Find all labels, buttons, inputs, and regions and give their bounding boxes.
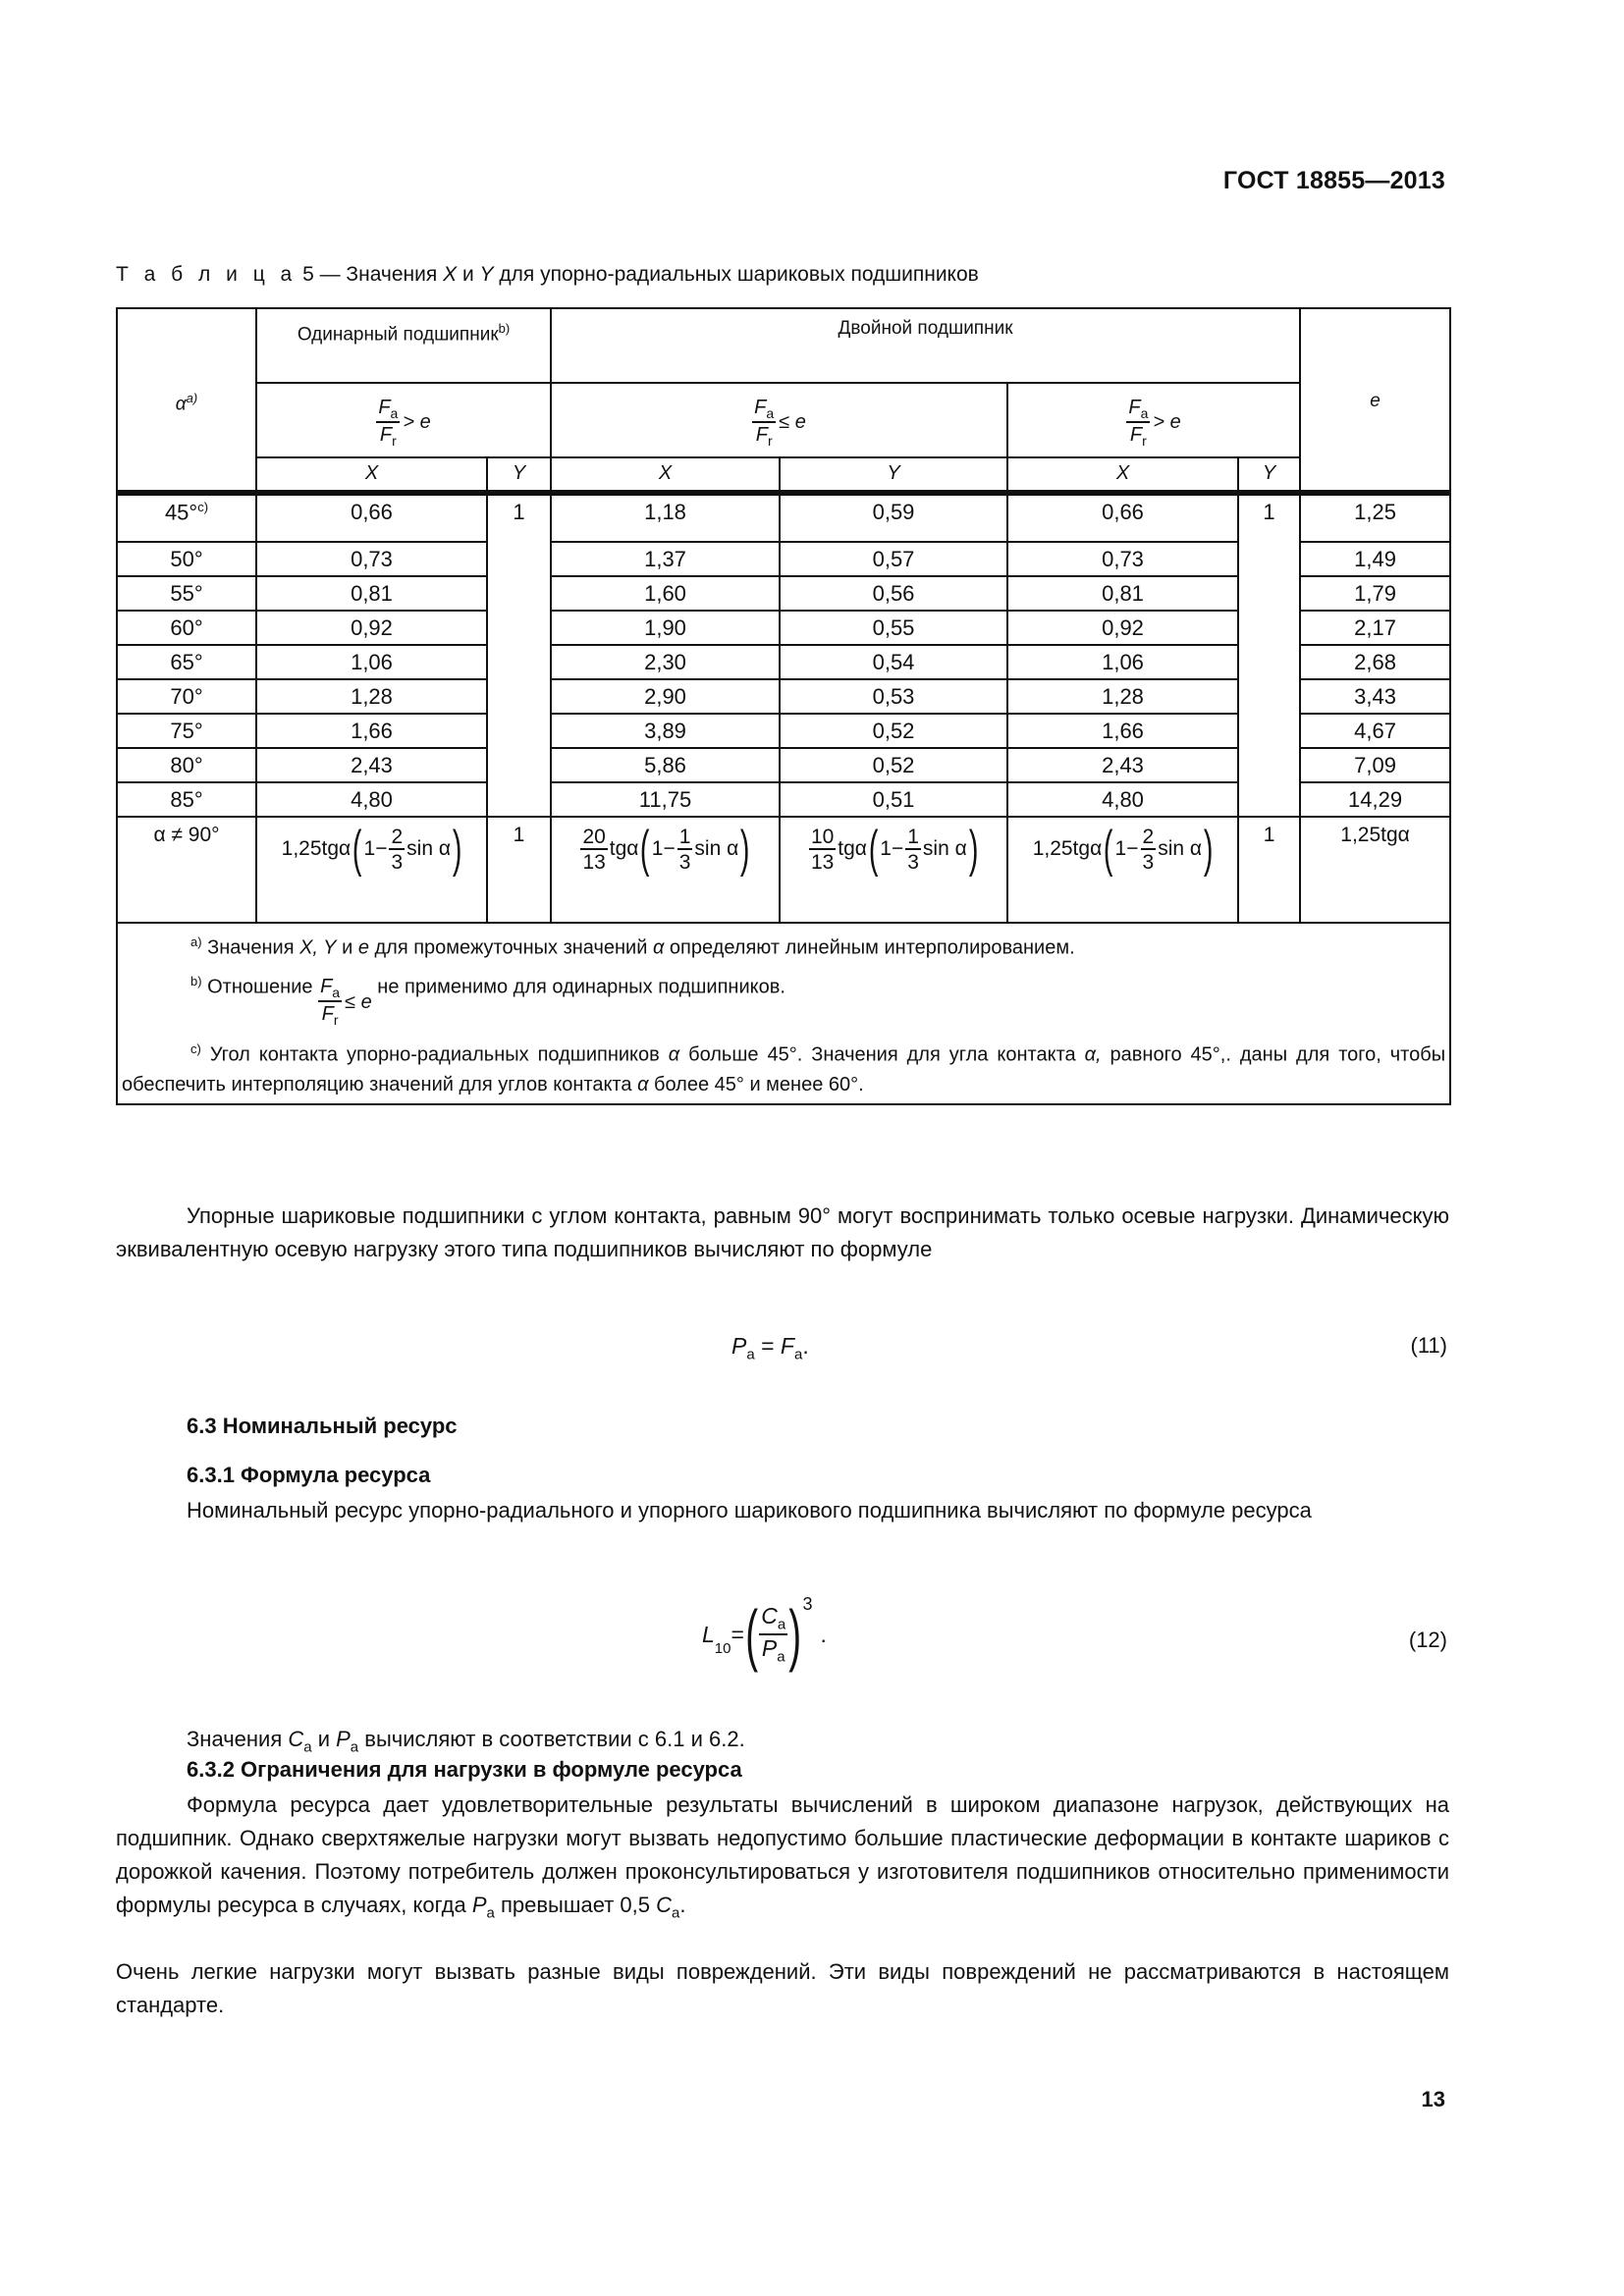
header-cond-single-gt [256, 383, 551, 457]
den: 3 [907, 850, 919, 874]
paren-close: ) [1203, 821, 1214, 878]
cell-e: 3,43 [1300, 679, 1450, 714]
cell-y2: 0,53 [780, 679, 1007, 714]
fa: F [754, 396, 767, 418]
sin: sin α [406, 837, 451, 860]
equation-number-11: (11) [1410, 1333, 1447, 1358]
equation-11 [731, 1333, 809, 1363]
eq-sub: 10 [714, 1640, 731, 1657]
one-minus: 1− [651, 837, 676, 860]
eq-sub: a [793, 1346, 803, 1363]
cell-alpha: 65° [117, 645, 256, 679]
cell-x3: 0,73 [1007, 542, 1238, 576]
cell-alpha: 85° [117, 782, 256, 817]
paren-open: ( [868, 821, 879, 878]
sub: a [390, 404, 399, 421]
cell-alpha-formula: α ≠ 90° [117, 817, 256, 923]
cell-x1: 1,06 [256, 645, 487, 679]
equation-number-12: (12) [1408, 1628, 1447, 1652]
eq-power: 3 [802, 1594, 813, 1614]
table-notes-row [117, 923, 1450, 1104]
footnote-b [122, 967, 1445, 1028]
paragraph-rating-life: Номинальный ресурс упорно-радиального и упорного шарикового подшипника вычисляют по формуле ресурса [187, 1498, 1312, 1522]
sub: r [767, 432, 773, 449]
cell-x3: 1,28 [1007, 679, 1238, 714]
cond: > e [403, 410, 431, 433]
cell-y2: 0,51 [780, 782, 1007, 817]
note-mark: b) [190, 973, 202, 988]
cell-y2: 0,56 [780, 576, 1007, 611]
note-var: e [357, 936, 369, 959]
tg: tgα [838, 837, 867, 860]
text: Формула ресурса дает удовлетворительные результаты вычислений в широком диапазоне нагрузок, действующих на подшипник. Однако сверхтяжелые нагрузки могут вызвать недопустимо большие пластические деформации в контакте шариков с дорожкой качения. Поэтому потребитель должен проконсультироваться у изготовителя подшипников относительно применимости формулы ресурса в случаях, когда [116, 1792, 1449, 1917]
eq-end: . [820, 1621, 827, 1647]
sub: a [303, 1738, 312, 1756]
cell-alpha: 75° [117, 714, 256, 748]
sub: a [486, 1904, 495, 1922]
sub: a [350, 1738, 359, 1756]
eq-var: P [761, 1634, 778, 1661]
header-y: Y [1238, 457, 1300, 493]
eq-sign: = [731, 1621, 744, 1647]
eq-var: C [761, 1602, 778, 1629]
sub: r [392, 432, 397, 449]
var: P [471, 1893, 487, 1917]
cell-y1-formula: 1 [487, 817, 551, 923]
heading-6-3: 6.3 Номинальный ресурс [187, 1414, 458, 1438]
eq-sub: a [777, 1648, 785, 1666]
header-row-1 [117, 308, 1450, 383]
cell-alpha: 80° [117, 748, 256, 782]
cell-x2: 2,90 [551, 679, 780, 714]
note-text: Угол контакта упорно-радиальных подшипников [200, 1043, 669, 1066]
footnote-c [122, 1035, 1445, 1099]
cell-e: 2,68 [1300, 645, 1450, 679]
cell-e: 7,09 [1300, 748, 1450, 782]
table-row-formula [117, 817, 1450, 923]
text: . [679, 1893, 686, 1917]
cell-x2: 2,30 [551, 645, 780, 679]
cell-e: 4,67 [1300, 714, 1450, 748]
eq-var: P [731, 1333, 747, 1359]
cell-e: 1,49 [1300, 542, 1450, 576]
den: 3 [391, 850, 404, 874]
heading-6-3-2: 6.3.2 Ограничения для нагрузки в формуле ресурса [187, 1757, 742, 1782]
caption-text: для упорно-радиальных шариковых подшипников [493, 263, 979, 286]
header-x: X [1007, 457, 1238, 493]
paren-open: ( [745, 1596, 758, 1673]
paren-open: ( [352, 821, 362, 878]
header-y: Y [487, 457, 551, 493]
caption-var-x: X [443, 263, 458, 286]
cell-x3: 1,66 [1007, 714, 1238, 748]
table-caption [116, 263, 979, 287]
paren-open: ( [1104, 821, 1113, 878]
cell-x1: 2,43 [256, 748, 487, 782]
header-single-label: Одинарный подшипник [297, 324, 499, 346]
fr: F [379, 423, 393, 446]
paren-close: ) [968, 821, 979, 878]
page-number: 13 [1421, 2087, 1445, 2111]
header-x: X [551, 457, 780, 493]
cell-x3: 2,43 [1007, 748, 1238, 782]
one-minus: 1− [1114, 837, 1139, 860]
note-mark: a) [190, 934, 202, 949]
note-var: X, Y [299, 936, 337, 959]
var: P [336, 1727, 351, 1751]
header-cond-double-le [551, 383, 1007, 457]
cell-x2: 1,90 [551, 611, 780, 645]
cell-alpha: 55° [117, 576, 256, 611]
cell-x1: 0,73 [256, 542, 487, 576]
note-text: Значения [201, 936, 300, 959]
note-var: α [652, 936, 665, 959]
cell-x1: 0,92 [256, 611, 487, 645]
tg: tgα [609, 837, 639, 860]
sin: sin α [694, 837, 739, 860]
sub: a [672, 1904, 680, 1922]
cell-y2: 0,52 [780, 714, 1007, 748]
paren-close: ) [740, 821, 750, 878]
footnote-ref-b: b) [498, 321, 511, 336]
cond: ≤ e [779, 410, 806, 433]
cell-x2: 11,75 [551, 782, 780, 817]
header-row-3 [117, 457, 1450, 493]
cell-e: 1,25 [1300, 493, 1450, 542]
cell-y2: 0,52 [780, 748, 1007, 782]
header-alpha [117, 308, 256, 493]
document-code: ГОСТ 18855—2013 [1222, 167, 1445, 194]
cell-y2: 0,57 [780, 542, 1007, 576]
equation-12 [702, 1594, 827, 1673]
text: превышает 0,5 [494, 1893, 657, 1917]
cell-x3: 0,66 [1007, 493, 1238, 542]
sub: a [766, 404, 775, 421]
paren-close: ) [452, 821, 462, 878]
num: 10 [810, 825, 835, 848]
cell-y2: 0,54 [780, 645, 1007, 679]
eq-sub: a [777, 1616, 786, 1633]
footnote-a [122, 928, 1445, 963]
var: C [656, 1893, 673, 1917]
coef: 1,25tgα [1032, 837, 1103, 860]
cell-e: 14,29 [1300, 782, 1450, 817]
cell-e-formula: 1,25tgα [1300, 817, 1450, 923]
num: 2 [391, 825, 404, 848]
cell-x3: 4,80 [1007, 782, 1238, 817]
note-var: α [668, 1043, 680, 1066]
cell-x2: 5,86 [551, 748, 780, 782]
cell-x1: 1,66 [256, 714, 487, 748]
paragraph-light-loads: Очень легкие нагрузки могут вызвать разные виды повреждений. Эти виды повреждений не рассматриваются в настоящем стандарте. [116, 1959, 1449, 2017]
coef: 1,25tgα [281, 837, 352, 860]
cell-e: 1,79 [1300, 576, 1450, 611]
table-xy-values [116, 307, 1451, 1105]
caption-number: 5 [302, 263, 314, 286]
sin: sin α [922, 837, 967, 860]
cell-x3: 1,06 [1007, 645, 1238, 679]
cond: > e [1153, 410, 1181, 433]
cell-alpha [117, 493, 256, 542]
num: 1 [678, 825, 691, 848]
sin: sin α [1158, 837, 1203, 860]
header-row-2 [117, 383, 1450, 457]
fr: F [755, 423, 768, 446]
var: C [288, 1727, 304, 1751]
text: вычисляют в соответствии с 6.1 и 6.2. [358, 1727, 745, 1751]
cell-x1-formula [256, 817, 487, 923]
paragraph-load-limits [116, 1789, 1449, 1930]
cell-x1: 4,80 [256, 782, 487, 817]
paragraph-thrust-bearings: Упорные шариковые подшипники с углом контакта, равным 90° могут воспринимать только осевые нагрузки. Динамическую эквивалентную осевую нагрузку этого типа подшипников вычисляют по формуле [116, 1203, 1449, 1261]
cell-x3: 0,92 [1007, 611, 1238, 645]
footnote-ref-a: a) [186, 390, 198, 405]
note-text: равного 45°,. даны для того, чтобы обеспечить интерполяцию значений для углов контакта [122, 1043, 1446, 1095]
note-var: α [637, 1073, 649, 1095]
cell-x1: 1,28 [256, 679, 487, 714]
cond: ≤ e [345, 990, 372, 1013]
cell-x1: 0,81 [256, 576, 487, 611]
fa: F [1128, 396, 1141, 418]
note-mark: c) [190, 1041, 201, 1057]
header-y: Y [780, 457, 1007, 493]
sub: a [332, 985, 341, 1001]
den: 3 [1142, 850, 1155, 874]
sub: r [333, 1012, 339, 1029]
cell-x2: 3,89 [551, 714, 780, 748]
cell-x3-formula [1007, 817, 1238, 923]
note-var: α, [1084, 1043, 1102, 1066]
cell-x2: 1,60 [551, 576, 780, 611]
fr: F [1129, 423, 1143, 446]
footnote-ref-c: c) [197, 500, 209, 514]
table-notes [117, 923, 1450, 1104]
caption-prefix: Т а б л и ц а [116, 263, 298, 286]
cell-alpha: 70° [117, 679, 256, 714]
one-minus: 1− [363, 837, 388, 860]
den: 13 [810, 850, 835, 874]
cell-x2: 1,37 [551, 542, 780, 576]
fr: F [321, 1003, 334, 1026]
text: и [311, 1727, 337, 1751]
fa: F [378, 396, 391, 418]
header-x: X [256, 457, 487, 493]
eq-sign: = [754, 1333, 781, 1359]
eq-var: F [780, 1333, 794, 1359]
note-text: для промежуточных значений [368, 936, 653, 959]
cell-y2: 0,55 [780, 611, 1007, 645]
header-e: e [1300, 308, 1450, 493]
paren-close: ) [788, 1596, 802, 1673]
num: 20 [582, 825, 606, 848]
note-text: более 45° и менее 60°. [648, 1073, 864, 1095]
heading-6-3-1: 6.3.1 Формула ресурса [187, 1463, 431, 1487]
cell-y1-merged: 1 [487, 493, 551, 817]
den: 13 [582, 850, 606, 874]
cell-x2-formula [551, 817, 780, 923]
sub: a [1140, 404, 1149, 421]
cell-e: 2,17 [1300, 611, 1450, 645]
table-row [117, 493, 1450, 542]
cell-x2: 1,18 [551, 493, 780, 542]
den: 3 [678, 850, 691, 874]
cell-y2: 0,59 [780, 493, 1007, 542]
cell-y3-formula: 1 [1238, 817, 1300, 923]
sub: r [1142, 432, 1147, 449]
alpha-value: 45° [164, 500, 198, 525]
eq-end: . [802, 1333, 809, 1359]
header-double-bearing: Двойной подшипник [551, 308, 1300, 383]
num: 2 [1142, 825, 1155, 848]
paren-open: ( [640, 821, 650, 878]
cell-alpha: 50° [117, 542, 256, 576]
num: 1 [907, 825, 919, 848]
note-text: Отношение [201, 976, 319, 998]
cell-alpha: 60° [117, 611, 256, 645]
note-text: определяют линейным интерполированием. [664, 936, 1075, 959]
note-text: и [336, 936, 358, 959]
caption-text: и [457, 263, 480, 286]
alpha-symbol: α [175, 394, 187, 415]
note-text: не применимо для одинарных подшипников. [371, 976, 785, 998]
eq-var: L [702, 1621, 715, 1647]
one-minus: 1− [880, 837, 904, 860]
fa: F [320, 976, 333, 998]
cell-x1: 0,66 [256, 493, 487, 542]
cell-y2-formula [780, 817, 1007, 923]
cell-x3: 0,81 [1007, 576, 1238, 611]
note-text: больше 45°. Значения для угла контакта [679, 1043, 1085, 1066]
caption-var-y: Y [479, 263, 494, 286]
header-single-bearing [256, 308, 551, 383]
header-cond-double-gt [1007, 383, 1300, 457]
text: Значения [187, 1727, 289, 1751]
eq-sub: a [746, 1346, 755, 1363]
caption-text: — Значения [313, 263, 444, 286]
cell-y3-merged: 1 [1238, 493, 1300, 817]
